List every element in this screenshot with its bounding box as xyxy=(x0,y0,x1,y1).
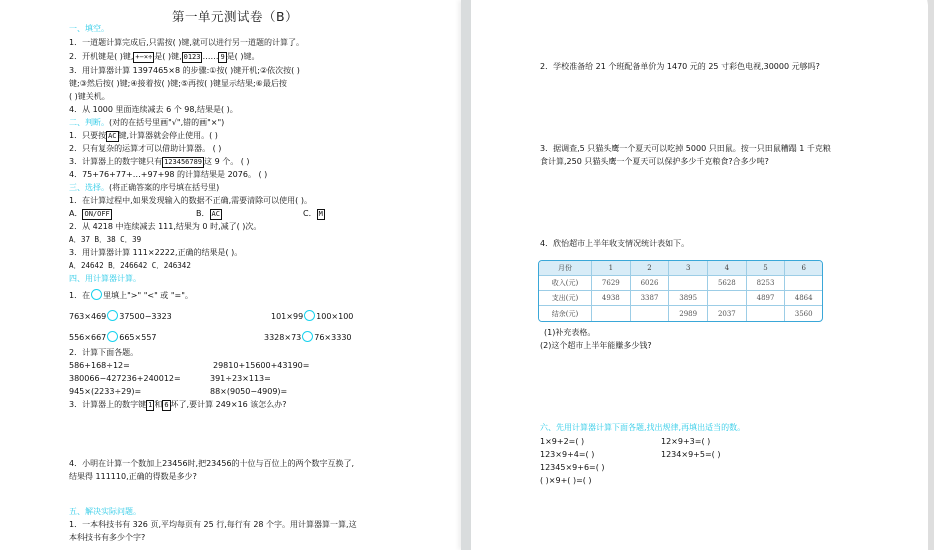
instruction: (对的在括号里画"√",错的画"×") xyxy=(109,118,225,127)
key-box: ON/OFF xyxy=(84,210,110,218)
table-header-cell: 5 xyxy=(747,261,786,276)
key-box: AC xyxy=(211,210,220,218)
question-text: 2．只有复杂的运算才可以借助计算器。 ( ) xyxy=(69,144,222,153)
table-cell: 4897 xyxy=(747,291,786,306)
table-cell xyxy=(747,306,786,321)
table-row xyxy=(539,291,822,306)
section-heading-problems: 五、解决实际问题。 xyxy=(69,507,141,516)
compare-circle-icon[interactable] xyxy=(304,310,315,321)
table-header-cell: 2 xyxy=(631,261,670,276)
text: A． xyxy=(69,209,83,218)
calc-item: 586+168÷12= xyxy=(69,361,130,370)
table-header-cell: 4 xyxy=(708,261,747,276)
options-row: A．24642 B．246642 C．246342 xyxy=(69,261,191,270)
question-text: 4．75+76+77+…+97+98 的计算结果是 2076。 ( ) xyxy=(69,170,268,179)
text: 里填上">" "<" 或 "="。 xyxy=(103,291,193,300)
question-text: ( )键关机。 xyxy=(69,92,110,101)
question-text: 1．在计算过程中,如果发现输入的数据不正确,需要清除可以使用( )。 xyxy=(69,196,312,205)
calc-item: 945×(2233÷29)= xyxy=(69,387,142,396)
calc-item: 88×(9050−4909)= xyxy=(210,387,288,396)
section-heading: 三、选择。 xyxy=(69,183,109,192)
question-text xyxy=(69,51,259,63)
compare-item xyxy=(271,310,353,322)
text: 和 xyxy=(154,400,163,409)
text: 是( )键。 xyxy=(226,52,260,61)
table-cell xyxy=(669,276,708,291)
table-cell: 2989 xyxy=(669,306,708,321)
section-heading-fill-blank: 一、填空。 xyxy=(69,24,109,33)
compare-item xyxy=(69,331,157,343)
instruction: (将正确答案的序号填在括号里) xyxy=(109,183,220,192)
question-text xyxy=(69,156,250,168)
text: 556×667 xyxy=(69,333,107,342)
key-box: 0123 xyxy=(183,53,201,61)
table-cell: 5628 xyxy=(708,276,747,291)
table-cell xyxy=(708,291,747,306)
table-cell: 3895 xyxy=(669,291,708,306)
section-heading: 二、判断。 xyxy=(69,118,109,127)
table-row xyxy=(539,276,822,291)
section-heading-pattern: 六、先用计算器计算下面各题,找出规律,再填出适当的数。 xyxy=(540,423,746,432)
compare-circle-icon[interactable] xyxy=(302,331,313,342)
text: 1．在 xyxy=(69,291,91,300)
key-box: 9 xyxy=(220,53,225,61)
table-row-label: 结余(元) xyxy=(539,306,592,321)
compare-item xyxy=(264,331,352,343)
text: 这 9 个。 ( ) xyxy=(204,157,250,166)
compare-circle-icon[interactable] xyxy=(107,310,118,321)
text: 3．计算器上的数字键只有 xyxy=(69,157,163,166)
table-cell xyxy=(592,306,631,321)
question-text: 4．小明在计算一个数加上23456时,把23456的十位与百位上的两个数字互换了, xyxy=(69,459,355,468)
pattern-item: ( )×9+( )=( ) xyxy=(540,476,592,485)
text: 坏了,要计算 249×16 该怎么办? xyxy=(170,400,287,409)
calc-item: 29810+15600+43190= xyxy=(213,361,310,370)
text: 37500−3323 xyxy=(119,312,172,321)
text: 665×557 xyxy=(119,333,157,342)
question-text: 3．用计算器计算 111×2222,正确的结果是( )。 xyxy=(69,248,243,257)
compare-circle-icon xyxy=(91,289,102,300)
text: B． xyxy=(196,209,210,218)
key-box: 1 xyxy=(148,401,153,409)
income-expense-table xyxy=(538,260,823,322)
question-text: 结果得 111110,正确的得数是多少? xyxy=(69,472,197,481)
question-text xyxy=(69,289,193,301)
table-cell xyxy=(785,276,822,291)
question-text: 4．从 1000 里面连续减去 6 个 98,结果是( )。 xyxy=(69,105,238,114)
question-text: 键;③然后按( )键;④接着按( )键;⑤再按( )键显示结果;⑥最后按 xyxy=(69,79,287,88)
question-text: (2)这个超市上半年能赚多少钱? xyxy=(540,341,652,350)
table-cell: 8253 xyxy=(747,276,786,291)
table-header-cell: 1 xyxy=(592,261,631,276)
key-box: M xyxy=(318,210,323,218)
key-box: AC xyxy=(108,132,117,140)
key-box: 123456789 xyxy=(164,158,203,166)
text: C． xyxy=(303,209,317,218)
options-row: A．37 B．38 C．39 xyxy=(69,235,142,244)
key-box: 6 xyxy=(164,401,169,409)
text: 763×469 xyxy=(69,312,107,321)
question-text: (1)补充表格。 xyxy=(544,328,596,337)
question-text: 3．据调查,5 只猫头鹰一个夏天可以吃掉 5000 只田鼠。按一只田鼠糟蹋 1 千克粮 xyxy=(540,144,831,153)
table-header-cell: 6 xyxy=(785,261,822,276)
key-box: +−×÷ xyxy=(135,53,153,61)
text: 1．只要按 xyxy=(69,131,107,140)
table-cell: 7629 xyxy=(592,276,631,291)
section-heading-choice xyxy=(69,182,219,193)
page-title: 第一单元测试卷（B） xyxy=(172,9,299,24)
question-text: 本科技书有多少个字? xyxy=(69,533,146,542)
table-cell: 4938 xyxy=(592,291,631,306)
compare-item xyxy=(69,310,172,322)
text: 3．计算器上的数字键 xyxy=(69,400,147,409)
table-cell xyxy=(631,306,670,321)
option-a xyxy=(69,208,112,220)
text: 是( )键, xyxy=(154,52,182,61)
calc-item: 391÷23×113= xyxy=(210,374,271,383)
table-cell: 4864 xyxy=(785,291,822,306)
table-cell: 2037 xyxy=(708,306,747,321)
page-gutter xyxy=(461,0,471,550)
question-text: 食计算,250 只猫头鹰一个夏天可以保护多少千克粮食?合多少吨? xyxy=(540,157,769,166)
table-header-cell: 月份 xyxy=(539,261,592,276)
text: …… xyxy=(202,52,219,61)
question-text: 3．用计算器计算 1397465×8 的步骤:①按( )键开机;②依次按( ) xyxy=(69,66,300,75)
text: 3328×73 xyxy=(264,333,302,342)
question-text: 2．从 4218 中连续减去 111,结果为 0 时,减了( )次。 xyxy=(69,222,262,231)
text: 101×99 xyxy=(271,312,304,321)
section-heading-judge xyxy=(69,117,224,128)
compare-circle-icon[interactable] xyxy=(107,331,118,342)
table-header-row xyxy=(539,261,822,276)
pattern-item: 12345×9+6=( ) xyxy=(540,463,605,472)
question-text xyxy=(69,130,218,142)
question-text: 2．计算下面各题。 xyxy=(69,348,139,357)
option-b xyxy=(196,208,222,220)
calc-item: 380066−427236+240012= xyxy=(69,374,181,383)
table-cell: 3560 xyxy=(794,309,813,318)
question-text: 4．欣怡超市上半年收支情况统计表如下。 xyxy=(540,239,690,248)
text: 100×100 xyxy=(316,312,354,321)
text: 76×3330 xyxy=(314,333,352,342)
viewer-scrollbar[interactable] xyxy=(928,0,934,550)
document-page-left xyxy=(0,0,461,550)
section-heading-calculator: 四、用计算器计算。 xyxy=(69,274,141,283)
pattern-item: 12×9+3=( ) xyxy=(661,437,711,446)
table-row xyxy=(539,306,822,321)
pattern-item: 1×9+2=( ) xyxy=(540,437,585,446)
pattern-item: 1234×9+5=( ) xyxy=(661,450,721,459)
table-row-label: 收入(元) xyxy=(539,276,592,291)
text: 2．开机键是( )键, xyxy=(69,52,134,61)
question-text xyxy=(69,399,287,411)
question-text: 2．学校准备给 21 个班配备单价为 1470 元的 25 寸彩色电视,30000 元够吗? xyxy=(540,62,820,71)
table-cell: 6026 xyxy=(631,276,670,291)
table-row-label: 支出(元) xyxy=(539,291,592,306)
table-header-cell: 3 xyxy=(669,261,708,276)
table-cell: 3387 xyxy=(631,291,670,306)
question-text: 1．一道题计算完成后,只需按( )键,就可以进行另一道题的计算了。 xyxy=(69,38,304,47)
question-text: 1．一本科技书有 326 页,平均每页有 25 行,每行有 28 个字。用计算器算一算,这 xyxy=(69,520,357,529)
option-c xyxy=(303,208,325,220)
pattern-item: 123×9+4=( ) xyxy=(540,450,595,459)
text: 键,计算器就会停止使用。( ) xyxy=(118,131,218,140)
